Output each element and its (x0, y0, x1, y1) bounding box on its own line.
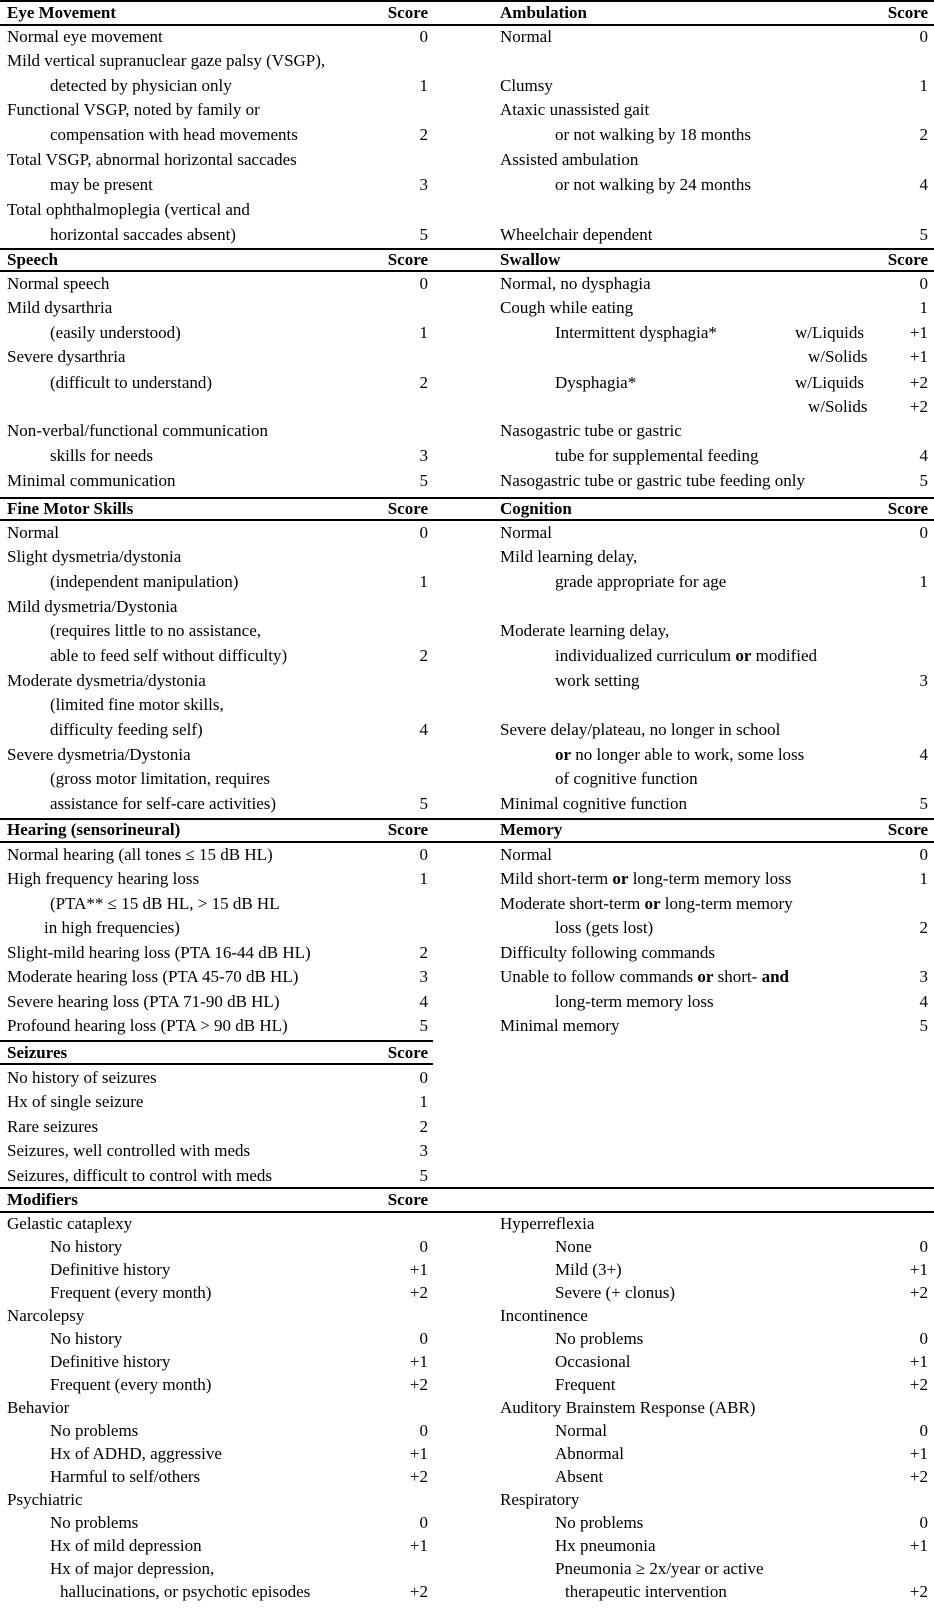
cognition-row-label (555, 745, 804, 765)
modifier-option: Definitive history (50, 1260, 171, 1279)
modifier-option: Normal (555, 1421, 607, 1440)
rule-top (0, 0, 934, 2)
memory-row-score: 1 (919, 869, 928, 888)
eye-row-label: compensation with head movements (50, 125, 298, 144)
hearing-row-label: Severe hearing loss (PTA 71-90 dB HL) (7, 992, 280, 1011)
cognition-row-label: Mild learning delay, (500, 547, 638, 566)
eye-movement-heading: Eye Movement (7, 3, 117, 22)
memory-row-score: 0 (919, 845, 928, 864)
fine-row-label: assistance for self-care activities) (50, 794, 277, 813)
ambulation-row-score: 5 (919, 225, 928, 244)
fine-score-heading: Score (387, 499, 428, 518)
modifier-score: +1 (409, 1260, 428, 1279)
cognition-score-heading: Score (887, 499, 928, 518)
memory-text: Mild short-term (500, 869, 613, 888)
hearing-row-score: 2 (419, 943, 428, 962)
hearing-row-score: 5 (419, 1016, 428, 1035)
swallow-row-score: 4 (919, 446, 928, 465)
modifier-score: +2 (409, 1375, 428, 1394)
rule-seizures-top (0, 1040, 433, 1042)
speech-row-label: (difficult to understand) (50, 373, 213, 392)
memory-row-label: Minimal memory (500, 1016, 620, 1035)
hearing-row-score: 3 (419, 967, 428, 986)
fine-row-label: Mild dysmetria/Dystonia (7, 597, 178, 616)
modifier-score: 0 (919, 1513, 928, 1532)
modifier-option: Hx of mild depression (50, 1536, 202, 1555)
modifier-option: Hx of ADHD, aggressive (50, 1444, 222, 1463)
speech-row-score: 0 (419, 274, 428, 293)
speech-row-label: (easily understood) (50, 323, 181, 342)
modifier-score: +2 (409, 1283, 428, 1302)
speech-row-score: 5 (419, 471, 428, 490)
modifier-score: +1 (409, 1352, 428, 1371)
modifier-score: 0 (919, 1237, 928, 1256)
cognition-row-score: 5 (919, 794, 928, 813)
hearing-row-label: High frequency hearing loss (7, 869, 200, 888)
swallow-row-score: 0 (919, 274, 928, 293)
seizures-row-label: Seizures, well controlled with meds (7, 1141, 251, 1160)
modifier-option: Frequent (every month) (50, 1375, 212, 1394)
memory-row-label: long-term memory loss (555, 992, 714, 1011)
memory-or: or (612, 869, 629, 888)
rule-hearing-header (0, 841, 934, 843)
ambulation-score-heading: Score (887, 3, 928, 22)
cognition-row-label: Moderate learning delay, (500, 621, 670, 640)
modifier-category: Narcolepsy (7, 1306, 85, 1325)
cognition-row-label: of cognitive function (555, 769, 698, 788)
swallow-row-sublabel: w/Solids (808, 347, 868, 366)
modifier-option: Occasional (555, 1352, 631, 1371)
speech-row-label: Normal speech (7, 274, 110, 293)
fine-row-label: (limited fine motor skills, (50, 695, 224, 714)
eye-row-score: 0 (419, 27, 428, 46)
eye-row-score: 1 (419, 76, 428, 95)
ambulation-row-label: Clumsy (500, 76, 553, 95)
memory-row-score: 5 (919, 1016, 928, 1035)
fine-row-label: (gross motor limitation, requires (50, 769, 271, 788)
hearing-row-label: Moderate hearing loss (PTA 45-70 dB HL) (7, 967, 299, 986)
eye-row-label: horizontal saccades absent) (50, 225, 236, 244)
modifier-score: 0 (919, 1421, 928, 1440)
hearing-row-label: Slight-mild hearing loss (PTA 16-44 dB HL) (7, 943, 311, 962)
ambulation-row-score: 4 (919, 175, 928, 194)
fine-row-score: 1 (419, 572, 428, 591)
hearing-row-score: 0 (419, 845, 428, 864)
modifier-option: Frequent (555, 1375, 616, 1394)
ambulation-row-label: Wheelchair dependent (500, 225, 653, 244)
swallow-row-label: Intermittent dysphagia* (555, 323, 717, 342)
fine-row-label: Normal (7, 523, 59, 542)
eye-row-label: Normal eye movement (7, 27, 163, 46)
memory-row-label: Difficulty following commands (500, 943, 715, 962)
eye-row-label: detected by physician only (50, 76, 232, 95)
memory-row-score: 3 (919, 967, 928, 986)
swallow-row-score: +2 (909, 373, 928, 392)
seizures-row-score: 0 (419, 1068, 428, 1087)
rule-eye-header (0, 24, 934, 26)
rule-modifiers-header (0, 1211, 934, 1213)
ambulation-row-label: Assisted ambulation (500, 150, 639, 169)
fine-row-score: 5 (419, 794, 428, 813)
modifier-option: None (555, 1237, 592, 1256)
cognition-text: individualized curriculum (555, 646, 736, 665)
swallow-score-heading: Score (887, 250, 928, 269)
memory-text: short- (713, 967, 762, 986)
modifier-score: +2 (909, 1467, 928, 1486)
modifier-category: Incontinence (500, 1306, 588, 1325)
eye-row-score: 3 (419, 175, 428, 194)
hearing-row-score: 1 (419, 869, 428, 888)
eye-row-label: Total ophthalmoplegia (vertical and (7, 200, 250, 219)
seizures-row-label: Seizures, difficult to control with meds (7, 1166, 273, 1185)
memory-row-label (500, 869, 791, 889)
modifier-option: Pneumonia ≥ 2x/year or active (555, 1559, 764, 1578)
cognition-row-label: work setting (555, 671, 640, 690)
memory-text: long-term memory loss (628, 869, 792, 888)
ambulation-row-score: 0 (919, 27, 928, 46)
fine-row-label: (requires little to no assistance, (50, 621, 262, 640)
cognition-row-label (555, 646, 817, 666)
cognition-row-score: 1 (919, 572, 928, 591)
modifier-score: 0 (919, 1329, 928, 1348)
modifier-score: 0 (419, 1237, 428, 1256)
memory-text: Moderate short-term (500, 894, 645, 913)
modifier-score: +1 (909, 1444, 928, 1463)
memory-row-label: Normal (500, 845, 552, 864)
fine-motor-heading: Fine Motor Skills (7, 499, 134, 518)
memory-or: or (697, 967, 714, 986)
ambulation-row-label: Ataxic unassisted gait (500, 100, 650, 119)
swallow-row-label: tube for supplemental feeding (555, 446, 759, 465)
modifiers-score-heading: Score (387, 1190, 428, 1209)
cognition-row-label: Normal (500, 523, 552, 542)
rule-speech-top (0, 248, 934, 250)
cognition-text: no longer able to work, some loss (571, 745, 805, 764)
modifier-option: Hx pneumonia (555, 1536, 656, 1555)
fine-row-label: able to feed self without difficulty) (50, 646, 288, 665)
ambulation-row-label: or not walking by 18 months (555, 125, 751, 144)
swallow-row-sublabel: w/Solids (808, 397, 868, 416)
memory-row-score: 4 (919, 992, 928, 1011)
swallow-row-score: +1 (909, 323, 928, 342)
modifier-score: +2 (409, 1582, 428, 1601)
cognition-row-label: Severe delay/plateau, no longer in school (500, 720, 781, 739)
seizures-row-score: 1 (419, 1092, 428, 1111)
modifier-score: 0 (419, 1329, 428, 1348)
eye-row-label: Functional VSGP, noted by family or (7, 100, 260, 119)
ambulation-row-label: Normal (500, 27, 552, 46)
hearing-heading: Hearing (sensorineural) (7, 820, 181, 839)
modifier-option: Frequent (every month) (50, 1283, 212, 1302)
eye-row-score: 5 (419, 225, 428, 244)
modifier-option: hallucinations, or psychotic episodes (60, 1582, 311, 1601)
modifier-option: therapeutic intervention (565, 1582, 727, 1601)
seizures-row-score: 3 (419, 1141, 428, 1160)
rule-modifiers-top (0, 1187, 934, 1189)
eye-row-score: 2 (419, 125, 428, 144)
ambulation-row-score: 1 (919, 76, 928, 95)
speech-row-score: 1 (419, 323, 428, 342)
modifier-option: No history (50, 1329, 123, 1348)
rule-fine-top (0, 497, 934, 499)
modifier-option: Hx of major depression, (50, 1559, 215, 1578)
rule-seizures-header (0, 1063, 433, 1065)
cognition-text: modified (751, 646, 818, 665)
memory-and: and (761, 967, 789, 986)
modifier-score: +1 (909, 1536, 928, 1555)
modifier-score: +2 (409, 1467, 428, 1486)
hearing-row-label: in high frequencies) (44, 918, 180, 937)
fine-row-score: 4 (419, 720, 428, 739)
swallow-row-sublabel: w/Liquids (795, 323, 864, 342)
modifier-score: +2 (909, 1582, 928, 1601)
memory-row-score: 2 (919, 918, 928, 937)
fine-row-label: difficulty feeding self) (50, 720, 203, 739)
speech-row-score: 2 (419, 373, 428, 392)
modifier-score: 0 (419, 1421, 428, 1440)
modifier-category: Behavior (7, 1398, 70, 1417)
modifier-option: No problems (50, 1421, 139, 1440)
modifiers-heading: Modifiers (7, 1190, 78, 1209)
eye-row-label: may be present (50, 175, 153, 194)
speech-row-label: Non-verbal/functional communication (7, 421, 269, 440)
eye-row-label: Mild vertical supranuclear gaze palsy (VSGP), (7, 51, 326, 70)
modifier-option: Definitive history (50, 1352, 171, 1371)
swallow-row-label: Nasogastric tube or gastric tube feeding only (500, 471, 805, 490)
seizures-heading: Seizures (7, 1043, 68, 1062)
speech-heading: Speech (7, 250, 58, 269)
seizures-row-label: Hx of single seizure (7, 1092, 144, 1111)
swallow-row-label: Cough while eating (500, 298, 634, 317)
modifier-score: +1 (409, 1444, 428, 1463)
cognition-row-score: 3 (919, 671, 928, 690)
modifier-score: 0 (419, 1513, 428, 1532)
modifier-score: +1 (909, 1260, 928, 1279)
fine-row-label: Slight dysmetria/dystonia (7, 547, 182, 566)
modifier-category: Hyperreflexia (500, 1214, 595, 1233)
hearing-row-label: Profound hearing loss (PTA > 90 dB HL) (7, 1016, 288, 1035)
swallow-row-label: Nasogastric tube or gastric (500, 421, 682, 440)
modifier-category: Auditory Brainstem Response (ABR) (500, 1398, 756, 1417)
fine-row-label: Moderate dysmetria/dystonia (7, 671, 206, 690)
eye-score-heading: Score (387, 3, 428, 22)
hearing-row-label: (PTA** ≤ 15 dB HL, > 15 dB HL (50, 894, 280, 913)
swallow-heading: Swallow (500, 250, 561, 269)
cognition-heading: Cognition (500, 499, 572, 518)
fine-row-label: (independent manipulation) (50, 572, 239, 591)
modifier-option: No problems (555, 1329, 644, 1348)
memory-row-label (500, 967, 789, 987)
cognition-or: or (735, 646, 752, 665)
modifier-score: +1 (409, 1536, 428, 1555)
speech-row-label: Mild dysarthria (7, 298, 113, 317)
memory-text: Unable to follow commands (500, 967, 698, 986)
seizures-row-score: 2 (419, 1117, 428, 1136)
modifier-option: Absent (555, 1467, 604, 1486)
fine-row-score: 0 (419, 523, 428, 542)
speech-row-score: 3 (419, 446, 428, 465)
modifier-option: No history (50, 1237, 123, 1256)
swallow-row-sublabel: w/Liquids (795, 373, 864, 392)
modifier-option: No problems (50, 1513, 139, 1532)
fine-row-score: 2 (419, 646, 428, 665)
eye-row-label: Total VSGP, abnormal horizontal saccades (7, 150, 297, 169)
speech-row-label: skills for needs (50, 446, 153, 465)
memory-score-heading: Score (887, 820, 928, 839)
memory-heading: Memory (500, 820, 563, 839)
ambulation-row-label: or not walking by 24 months (555, 175, 751, 194)
cognition-row-score: 0 (919, 523, 928, 542)
rule-speech-header (0, 270, 934, 272)
ambulation-heading: Ambulation (500, 3, 587, 22)
memory-text: long-term memory (660, 894, 793, 913)
modifier-option: Mild (3+) (555, 1260, 622, 1279)
swallow-row-score: 1 (919, 298, 928, 317)
hearing-row-score: 4 (419, 992, 428, 1011)
swallow-row-label: Normal, no dysphagia (500, 274, 651, 293)
memory-row-label: loss (gets lost) (555, 918, 654, 937)
swallow-row-score: +2 (909, 397, 928, 416)
swallow-row-score: +1 (909, 347, 928, 366)
modifier-score: +1 (909, 1352, 928, 1371)
hearing-score-heading: Score (387, 820, 428, 839)
memory-row-label (500, 894, 793, 914)
cognition-row-score: 4 (919, 745, 928, 764)
hearing-row-label: Normal hearing (all tones ≤ 15 dB HL) (7, 845, 273, 864)
cognition-row-label: grade appropriate for age (555, 572, 727, 591)
swallow-row-label: Dysphagia* (555, 373, 637, 392)
ambulation-row-score: 2 (919, 125, 928, 144)
modifier-option: Harmful to self/others (50, 1467, 201, 1486)
modifier-category: Gelastic cataplexy (7, 1214, 133, 1233)
seizures-row-label: Rare seizures (7, 1117, 99, 1136)
rule-fine-header (0, 519, 934, 521)
cognition-row-label: Minimal cognitive function (500, 794, 687, 813)
modifier-score: +2 (909, 1283, 928, 1302)
modifier-category: Psychiatric (7, 1490, 83, 1509)
seizures-row-label: No history of seizures (7, 1068, 157, 1087)
modifier-option: Severe (+ clonus) (555, 1283, 676, 1302)
swallow-row-score: 5 (919, 471, 928, 490)
speech-row-label: Severe dysarthria (7, 347, 126, 366)
seizures-row-score: 5 (419, 1166, 428, 1185)
modifier-score: +2 (909, 1375, 928, 1394)
cognition-or: or (555, 745, 572, 764)
modifier-category: Respiratory (500, 1490, 580, 1509)
modifier-option: Abnormal (555, 1444, 624, 1463)
modifier-option: No problems (555, 1513, 644, 1532)
fine-row-label: Severe dysmetria/Dystonia (7, 745, 191, 764)
memory-or: or (644, 894, 661, 913)
seizures-score-heading: Score (387, 1043, 428, 1062)
speech-row-label: Minimal communication (7, 471, 176, 490)
speech-score-heading: Score (387, 250, 428, 269)
